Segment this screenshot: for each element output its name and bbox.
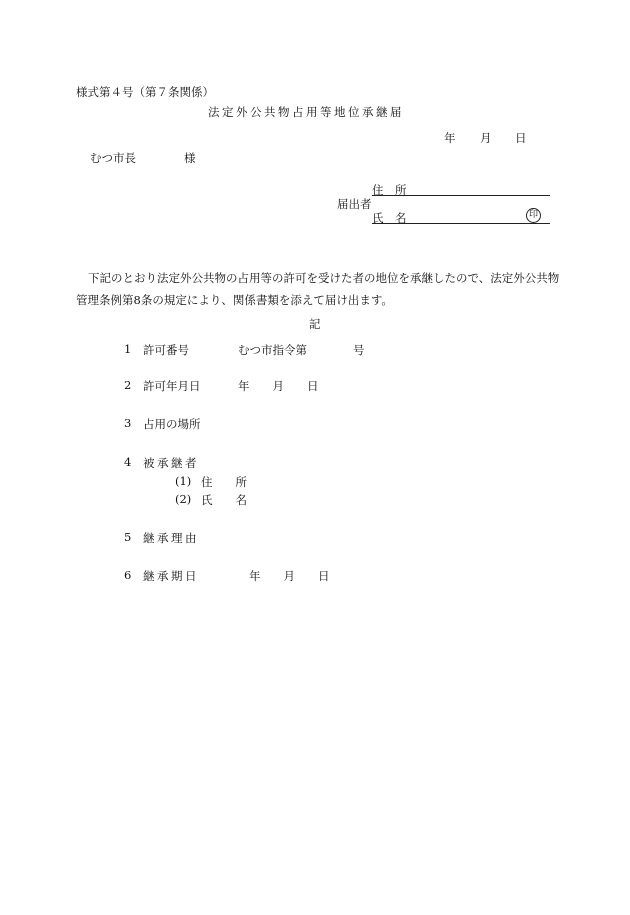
item-1-number: 1 bbox=[124, 342, 132, 356]
applicant-name-label: 氏 名 bbox=[372, 211, 407, 225]
item-2-number: 2 bbox=[124, 378, 132, 392]
item-4-label: 被承継者 bbox=[143, 456, 199, 470]
item-6-value: 年 月 日 bbox=[249, 569, 330, 583]
item-5-label: 継承理由 bbox=[143, 531, 199, 545]
date-year: 年 bbox=[444, 131, 456, 145]
item-4-sub-1-number: (1) bbox=[175, 474, 192, 488]
body-text: 下記のとおり法定外公共物の占用等の許可を受けた者の地位を承継したので、法定外公共物管理条例第8条の規定により、関係書類を添えて届け出ます。 bbox=[76, 271, 560, 307]
applicant-address-field[interactable] bbox=[372, 195, 550, 196]
addressee-honorific: 様 bbox=[184, 151, 196, 165]
ki-heading: 記 bbox=[309, 317, 321, 331]
item-6-label: 継承期日 bbox=[143, 569, 199, 583]
applicant-name-field[interactable] bbox=[372, 223, 550, 224]
document-title: 法定外公共物占用等地位承継届 bbox=[208, 105, 404, 119]
item-2-label: 許可年月日 bbox=[143, 379, 201, 393]
item-4-number: 4 bbox=[124, 455, 132, 469]
item-1-label: 許可番号 bbox=[143, 343, 189, 357]
item-4-sub-2-label: 氏 名 bbox=[201, 493, 247, 507]
addressee-name: むつ市長 bbox=[90, 151, 136, 165]
date-month: 月 bbox=[480, 131, 492, 145]
applicant-label: 届出者 bbox=[337, 197, 372, 211]
form-number: 様式第４号（第７条関係） bbox=[76, 85, 214, 99]
applicant-address-label: 住 所 bbox=[372, 183, 407, 197]
item-4-sub-2-number: (2) bbox=[175, 492, 192, 506]
item-4-sub-1-label: 住 所 bbox=[201, 475, 247, 489]
item-6-number: 6 bbox=[124, 568, 132, 582]
seal-mark: 印 bbox=[526, 208, 541, 223]
item-3-label: 占用の場所 bbox=[143, 417, 201, 431]
item-2-value: 年 月 日 bbox=[238, 379, 319, 393]
item-1-value: むつ市指令第 号 bbox=[238, 343, 365, 357]
item-5-number: 5 bbox=[124, 530, 132, 544]
item-3-number: 3 bbox=[124, 416, 132, 430]
date-day: 日 bbox=[515, 131, 527, 145]
